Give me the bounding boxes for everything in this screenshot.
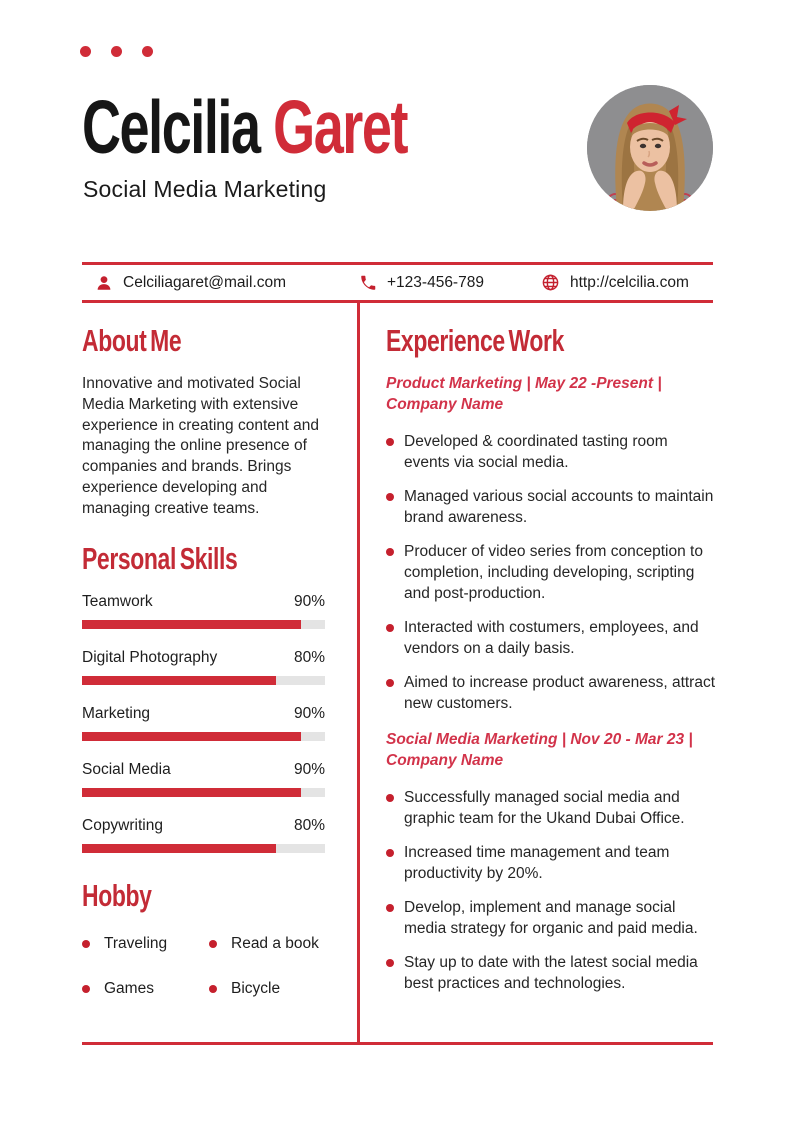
skill-bar-track: [82, 732, 325, 741]
skill-percent: 90%: [293, 592, 325, 610]
skill-percent: 90%: [293, 704, 325, 722]
person-icon: [94, 273, 113, 292]
job-entry: [386, 729, 716, 994]
skill-percent: 90%: [293, 760, 325, 778]
globe-icon: [541, 273, 560, 292]
hobby-label: Games: [104, 979, 154, 997]
avatar: [587, 85, 713, 211]
last-name: Garet: [273, 85, 408, 169]
skill-bar-fill: [82, 732, 301, 741]
job-subtitle: Social Media Marketing | Nov 20 - Mar 23 | Company Name: [386, 731, 693, 770]
job-bullet: Developed & coordinated tasting room events via social media.: [386, 431, 716, 473]
bullet-icon: [82, 985, 90, 993]
skill-row: [82, 705, 325, 741]
skill-bar-fill: [82, 844, 276, 853]
skill-row-header: [82, 593, 325, 611]
decor-dots: [80, 46, 153, 57]
bullet-icon: [82, 940, 90, 948]
job-bullet: Increased time management and team productivity by 20%.: [386, 842, 716, 884]
decor-dot-icon: [142, 46, 153, 57]
hobby-label: Bicycle: [231, 979, 281, 997]
job-bullet-list: [386, 431, 716, 714]
skill-bar-fill: [82, 620, 301, 629]
skill-percent: 80%: [293, 816, 325, 834]
skill-row: [82, 817, 325, 853]
skill-row-header: [82, 649, 325, 667]
contact-phone-value[interactable]: +123-456-789: [387, 273, 484, 291]
about-title: About Me: [82, 323, 182, 358]
experience-jobs: [386, 373, 716, 994]
bullet-icon: [209, 985, 217, 993]
hobby-item: [209, 980, 358, 998]
skill-bar-track: [82, 788, 325, 797]
hobby-item: [82, 935, 209, 953]
decor-dot-icon: [80, 46, 91, 57]
person-name: [82, 85, 408, 169]
hobby-label: Traveling: [104, 934, 168, 952]
left-column: [82, 318, 358, 998]
contact-website: [541, 273, 713, 292]
skill-bar-fill: [82, 788, 301, 797]
skills-list: [82, 593, 358, 853]
skill-label: Social Media: [82, 760, 171, 778]
skill-label: Teamwork: [82, 592, 153, 610]
bullet-icon: [209, 940, 217, 948]
contact-website-value[interactable]: http://celcilia.com: [570, 273, 689, 291]
skill-label: Marketing: [82, 704, 151, 722]
phone-icon: [358, 273, 377, 292]
hobby-label: Read a book: [231, 934, 319, 952]
skill-row-header: [82, 705, 325, 723]
avatar-illustration: [587, 85, 713, 211]
experience-title: Experience Work: [386, 323, 564, 358]
footer-line: [82, 1042, 713, 1045]
skill-label: Copywriting: [82, 816, 163, 834]
skills-title: Personal Skills: [82, 540, 238, 576]
contact-phone: [358, 273, 541, 292]
job-bullet: Managed various social accounts to maintain brand awareness.: [386, 486, 716, 528]
job-bullet: Producer of video series from conception to completion, including developing, scripting and post-production.: [386, 541, 716, 604]
page-subtitle: Social Media Marketing: [83, 176, 327, 202]
skill-bar-track: [82, 676, 325, 685]
hobby-title: Hobby: [82, 877, 152, 913]
contact-bar: [82, 262, 713, 303]
decor-dot-icon: [111, 46, 122, 57]
skill-bar-track: [82, 844, 325, 853]
column-divider: [357, 303, 360, 1042]
skill-percent: 80%: [293, 648, 325, 666]
contact-email: [94, 273, 358, 292]
job-entry: [386, 373, 716, 714]
job-bullet: Interacted with costumers, employees, and vendors on a daily basis.: [386, 617, 716, 659]
skill-row: [82, 761, 325, 797]
hobby-list: [82, 935, 358, 998]
hobby-item: [209, 935, 358, 953]
right-column: [386, 318, 716, 1007]
job-bullet: Develop, implement and manage social media strategy for organic and paid media.: [386, 897, 716, 939]
first-name: Celcilia: [82, 85, 274, 169]
job-bullet: Aimed to increase product awareness, attract new customers.: [386, 672, 716, 714]
skill-row-header: [82, 761, 325, 779]
job-bullet-list: [386, 787, 716, 994]
job-bullet: Successfully managed social media and graphic team for the Ukand Dubai Office.: [386, 787, 716, 829]
skill-row-header: [82, 817, 325, 835]
skill-row: [82, 649, 325, 685]
skill-bar-track: [82, 620, 325, 629]
skill-label: Digital Photography: [82, 648, 218, 666]
skill-row: [82, 593, 325, 629]
job-subtitle: Product Marketing | May 22 -Present | Company Name: [386, 375, 662, 414]
about-body: Innovative and motivated Social Media Marketing with extensive experience in creating content and managing the online presence of companies and brands. Brings experience developing and managing creative teams.: [82, 375, 319, 517]
contact-email-value[interactable]: Celciliagaret@mail.com: [123, 273, 287, 291]
hobby-item: [82, 980, 209, 998]
job-bullet: Stay up to date with the latest social media best practices and technologies.: [386, 952, 716, 994]
skill-bar-fill: [82, 676, 276, 685]
